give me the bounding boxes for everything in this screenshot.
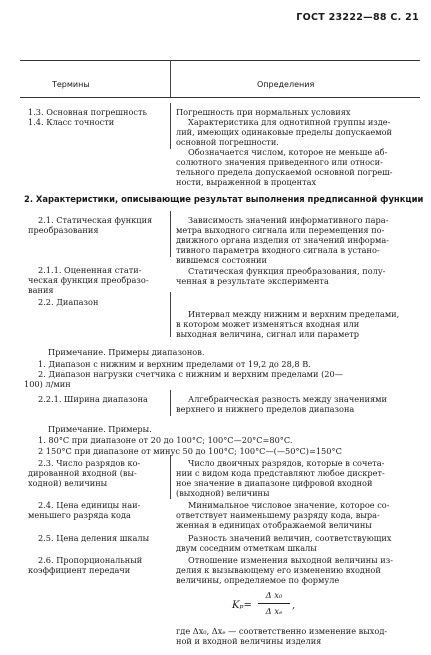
def-1-3: Погрешность при нормальных условиях xyxy=(176,107,351,117)
term-1-4: 1.4. Класс точности xyxy=(28,117,115,127)
formula-denominator: Δ xₑ xyxy=(265,606,283,616)
term-2-1-l2: преобразования xyxy=(28,225,99,235)
def-2-3-l2: нии с видом кода представляют любое дискрет- xyxy=(176,468,385,478)
column-header-definitions: Определения xyxy=(257,80,315,89)
def-2-2-l1: Интервал между нижним и верхним пределами, xyxy=(188,309,400,319)
def-2-1-l3: движного органа изделия от значений информа- xyxy=(176,235,389,245)
formula-end: , xyxy=(292,600,296,611)
term-2-3-l1: 2.3. Число разрядов ко- xyxy=(38,458,141,468)
term-2-6-l2: коэффициент передачи xyxy=(28,565,131,575)
table-top-rule xyxy=(20,60,420,61)
def-2-5-l2: двум соседним отметкам шкалы xyxy=(176,543,317,553)
section-heading: 2. Характеристики, описывающие результат выполнения предписанной функции xyxy=(24,194,424,204)
def-2-4-l3: женная в единицах отображаемой величины xyxy=(176,520,372,530)
def-1-4-l3: основной погрешности. xyxy=(176,137,279,147)
def-2-1-l4: тивного параметра входного сигнала в устано- xyxy=(176,245,380,255)
column-divider xyxy=(170,455,171,499)
def-2-6-after-l2: ной и входной величины изделия xyxy=(176,636,322,646)
term-2-4-l2: меньшего разряда кода xyxy=(28,510,131,520)
def-2-1-1-l2: ченная в результате эксперимента xyxy=(176,276,329,286)
note-2-title: Примечание. Примеры. xyxy=(48,424,152,434)
note-2-line1: 1. 80°C при диапазоне от 20 до 100°C; 100°C—20°C=80°C. xyxy=(38,435,293,445)
def-2-1-l2: метра выходного сигнала или перемещения по- xyxy=(176,225,385,235)
def-1-4-l2: лий, имеющих одинаковые пределы допускаемой xyxy=(176,127,392,137)
term-2-2-1: 2.2.1. Ширина диапазона xyxy=(38,394,148,404)
formula-fraction-bar xyxy=(258,603,290,604)
def-1-4-l6: тельного предела допускаемой основной погреш- xyxy=(176,167,393,177)
def-1-4-l7: ности, выраженной в процентах xyxy=(176,177,317,187)
def-2-3-l1: Число двоичных разрядов, которые в сочета- xyxy=(188,458,385,468)
def-1-4-l5: солютного значения приведенного или относи- xyxy=(176,157,383,167)
column-divider xyxy=(170,211,171,257)
term-2-3-l3: ходной) величины xyxy=(28,478,108,488)
column-divider xyxy=(170,390,171,416)
term-2-1-1-l3: вания xyxy=(28,285,54,295)
term-2-1-1-l2: ческая функция преобразо- xyxy=(28,275,149,285)
def-2-1-1-l1: Статическая функция преобразования, полу- xyxy=(188,266,386,276)
term-1-3: 1.3. Основная погрешность xyxy=(28,107,147,117)
def-2-6-l3: величины, определяемое по формуле xyxy=(176,575,340,585)
def-2-2-1-l2: верхнего и нижнего пределов диапазона xyxy=(176,404,355,414)
term-2-1-1-l1: 2.1.1. Оцененная стати- xyxy=(38,265,142,275)
note-1-line2: 2. Диапазон нагрузки счетчика с нижним и верхним пределами (20— xyxy=(38,369,343,379)
def-2-4-l1: Минимальное числовое значение, которое со- xyxy=(188,500,390,510)
def-2-6-after-l1: где Δx₀, Δxₑ — соответственно изменение выход- xyxy=(176,626,388,636)
formula-lhs: Kₚ= xyxy=(232,600,252,611)
term-2-5: 2.5. Цена деления шкалы xyxy=(38,533,150,543)
formula-numerator: Δ x₀ xyxy=(265,590,283,600)
def-2-4-l2: ответствует наименьшему разряду кода, выра- xyxy=(176,510,380,520)
column-divider xyxy=(170,60,171,97)
page-header: ГОСТ 23222—88 С. 21 xyxy=(296,12,419,23)
column-divider xyxy=(170,292,171,337)
def-2-2-l3: выходная величина, сигнал или параметр xyxy=(176,329,359,339)
term-2-6-l1: 2.6. Пропорциональный xyxy=(38,555,143,565)
def-2-6-l1: Отношение изменения выходной величины из- xyxy=(188,555,393,565)
column-header-terms: Термины xyxy=(52,80,90,89)
note-1-line3: 100) л/мин xyxy=(24,379,71,389)
table-header-rule xyxy=(20,97,420,98)
column-divider xyxy=(170,103,171,149)
def-2-1-l5: вившемся состоянии xyxy=(176,255,267,265)
def-2-2-1-l1: Алгебраическая разность между значениями xyxy=(188,394,387,404)
term-2-3-l2: дированной входной (вы- xyxy=(28,468,137,478)
def-2-2-l2: в котором может изменяться входная или xyxy=(176,319,360,329)
def-2-3-l3: ное значение в диапазоне цифровой входной xyxy=(176,478,373,488)
def-2-1-l1: Зависимость значений информативного пара- xyxy=(188,215,389,225)
term-2-4-l1: 2.4. Цена единицы наи- xyxy=(38,500,141,510)
def-1-4-l1: Характеристика для однотипной группы изде- xyxy=(188,117,391,127)
def-2-3-l4: (выходной) величины xyxy=(176,488,270,498)
note-1-line1: 1. Диапазон с нижним и верхним пределами от 19,2 до 28,8 В. xyxy=(38,359,311,369)
note-1-title: Примечание. Примеры диапазонов. xyxy=(48,347,205,357)
term-2-1-l1: 2.1. Статическая функция xyxy=(38,215,153,225)
def-2-5-l1: Разность значений величин, соответствующих xyxy=(188,533,392,543)
term-2-2: 2.2. Диапазон xyxy=(38,297,99,307)
def-2-6-l2: делия к вызывающему его изменению входной xyxy=(176,565,381,575)
note-2-line2: 2 150°C при диапазоне от минус 50 до 100°C; 100°C—(—50°C)=150°C xyxy=(38,446,342,456)
def-1-4-l4: Обозначается числом, которое не меньше аб- xyxy=(188,147,388,157)
